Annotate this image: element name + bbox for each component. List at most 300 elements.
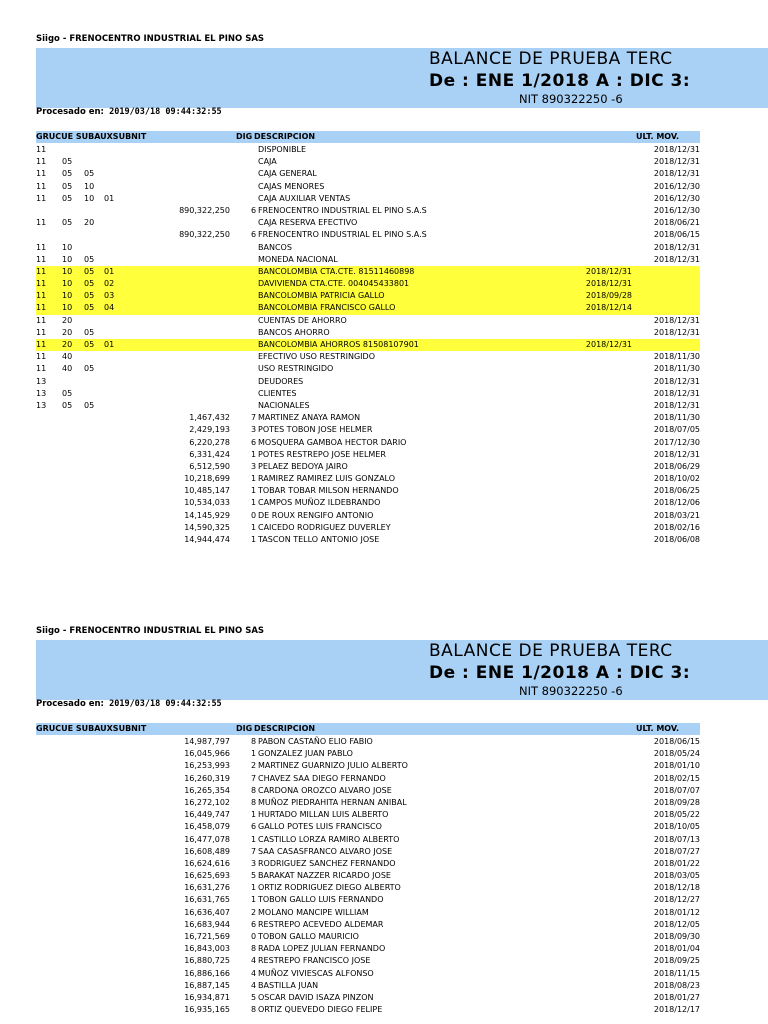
group-code: 13 xyxy=(36,388,47,398)
table-row xyxy=(0,388,768,400)
subaccount-code: 05 xyxy=(84,169,95,179)
group-code: 11 xyxy=(36,145,47,154)
auxiliary-code: 01 xyxy=(104,193,115,203)
last-movement-date: 2018/02/16 xyxy=(653,522,700,532)
last-movement-date: 2018/07/05 xyxy=(653,425,700,435)
third-party-nit: 16,887,145 xyxy=(184,980,230,990)
group-code: 11 xyxy=(36,327,47,337)
table-row xyxy=(0,424,768,436)
processed-label: Procesado en: xyxy=(36,699,104,709)
auxiliary-code: 02 xyxy=(104,279,115,289)
auxiliary-code: 03 xyxy=(104,291,115,301)
account-description: DE ROUX RENGIFO ANTONIO xyxy=(258,510,374,520)
table-row xyxy=(0,181,768,193)
table-row xyxy=(0,461,768,473)
check-digit: 1 xyxy=(251,810,257,820)
account-code: 10 xyxy=(62,303,73,313)
group-code: 13 xyxy=(36,400,47,410)
account-description: BARAKAT NAZZER RICARDO JOSE xyxy=(258,871,391,881)
check-digit: 1 xyxy=(251,449,257,459)
check-digit: 1 xyxy=(251,535,257,544)
account-description: CAJA xyxy=(258,157,277,167)
check-digit: 6 xyxy=(251,822,257,832)
account-description: CAJA GENERAL xyxy=(258,169,317,179)
last-movement-date: 2018/03/05 xyxy=(653,871,700,881)
last-movement-date: 2018/02/15 xyxy=(653,773,700,783)
group-code: 11 xyxy=(36,218,47,228)
table-row xyxy=(36,339,700,351)
check-digit: 5 xyxy=(251,992,257,1002)
third-party-nit: 16,721,569 xyxy=(184,932,230,941)
check-digit: 1 xyxy=(251,895,257,905)
table-row xyxy=(0,931,768,943)
account-description: FRENOCENTRO INDUSTRIAL EL PINO S.A.S xyxy=(258,230,427,240)
account-description: CAJA RESERVA EFECTIVO xyxy=(258,218,358,228)
account-description: BANCOS AHORRO xyxy=(258,327,330,337)
auxiliary-code: 01 xyxy=(104,266,115,276)
account-description: RESTREPO ACEVEDO ALDEMAR xyxy=(258,919,384,929)
account-description: GONZALEZ JUAN PABLO xyxy=(258,749,353,759)
third-party-nit: 10,218,699 xyxy=(184,474,230,484)
company-nit: NIT 890322250 -6 xyxy=(519,684,623,698)
check-digit: 6 xyxy=(251,230,257,240)
header-description: DESCRIPCION xyxy=(254,132,316,141)
third-party-nit: 16,886,166 xyxy=(184,968,230,978)
subaccount-code: 05 xyxy=(84,327,95,337)
group-code: 11 xyxy=(36,157,47,167)
company-name: Siigo - FRENOCENTRO INDUSTRIAL EL PINO SAS xyxy=(36,626,265,636)
last-movement-date: 2018/12/31 xyxy=(653,315,700,325)
table-row xyxy=(0,315,768,327)
last-movement-date: 2018/01/10 xyxy=(653,761,700,771)
third-party-nit: 16,880,725 xyxy=(184,956,230,966)
account-description: GALLO POTES LUIS FRANCISCO xyxy=(258,822,382,832)
account-description: TASCON TELLO ANTONIO JOSE xyxy=(258,535,380,544)
processed-timestamp xyxy=(36,699,222,709)
last-movement-date: 2016/12/30 xyxy=(653,205,700,215)
last-movement-date: 2018/12/18 xyxy=(653,883,700,893)
last-movement-date: 2018/09/28 xyxy=(653,797,700,807)
last-movement-date: 2018/06/15 xyxy=(653,230,700,240)
subaccount-code: 05 xyxy=(84,254,95,264)
table-row xyxy=(0,882,768,894)
last-movement-date: 2018/06/21 xyxy=(653,218,700,228)
table-row xyxy=(0,736,768,748)
account-description: USO RESTRINGIDO xyxy=(258,364,334,374)
third-party-nit: 14,987,797 xyxy=(184,737,230,746)
account-description: BASTILLA JUAN xyxy=(258,980,319,990)
table-row xyxy=(0,156,768,168)
check-digit: 1 xyxy=(251,834,257,844)
last-movement-date: 2018/01/04 xyxy=(653,944,700,954)
table-row xyxy=(0,412,768,424)
last-movement-date: 2018/06/29 xyxy=(653,461,700,471)
account-description: HURTADO MILLAN LUIS ALBERTO xyxy=(258,810,389,820)
check-digit: 6 xyxy=(251,205,257,215)
table-row xyxy=(0,907,768,919)
account-code: 10 xyxy=(62,254,73,264)
table-row xyxy=(36,266,700,278)
table-row xyxy=(0,522,768,534)
processed-value: 2019/03/18 09:44:32:55 xyxy=(109,699,222,709)
account-description: OSCAR DAVID ISAZA PINZON xyxy=(258,992,374,1002)
subaccount-code: 20 xyxy=(84,218,95,228)
check-digit: 0 xyxy=(251,932,257,941)
check-digit: 7 xyxy=(251,846,257,856)
table-row xyxy=(0,1004,768,1016)
header-codes: GRUCUE SUBAUXSUBNIT xyxy=(36,724,147,733)
last-movement-date: 2018/12/31 xyxy=(653,449,700,459)
table-row xyxy=(0,992,768,1004)
auxiliary-code: 04 xyxy=(104,303,115,313)
third-party-nit: 16,477,078 xyxy=(184,834,230,844)
table-row xyxy=(0,919,768,931)
check-digit: 8 xyxy=(251,797,257,807)
account-description: ORTIZ QUEVEDO DIEGO FELIPE xyxy=(258,1005,383,1015)
account-description: RESTREPO FRANCISCO JOSE xyxy=(258,956,371,966)
last-movement-date: 2016/12/30 xyxy=(653,193,700,203)
account-description: CAICEDO RODRIGUEZ DUVERLEY xyxy=(258,522,391,532)
table-row xyxy=(0,510,768,522)
account-description: POTES TOBON JOSE HELMER xyxy=(258,425,373,435)
group-code: 11 xyxy=(36,291,47,301)
check-digit: 2 xyxy=(251,761,257,771)
third-party-nit: 16,934,871 xyxy=(184,992,230,1002)
subaccount-code: 05 xyxy=(84,364,95,374)
check-digit: 4 xyxy=(251,980,257,990)
last-movement-date: 2018/06/25 xyxy=(653,486,700,496)
table-row xyxy=(0,760,768,772)
table-row xyxy=(0,193,768,205)
subaccount-code: 05 xyxy=(84,291,95,301)
account-code: 05 xyxy=(62,193,73,203)
table-row xyxy=(0,846,768,858)
check-digit: 1 xyxy=(251,474,257,484)
third-party-nit: 14,590,325 xyxy=(184,522,230,532)
group-code: 11 xyxy=(36,303,47,313)
account-code: 10 xyxy=(62,291,73,301)
last-movement-date: 2018/12/31 xyxy=(653,400,700,410)
check-digit: 7 xyxy=(251,413,257,423)
table-row xyxy=(0,534,768,546)
last-movement-date: 2018/12/31 xyxy=(653,327,700,337)
account-description: SAA CASASFRANCO ALVARO JOSE xyxy=(258,846,393,856)
table-row xyxy=(36,290,700,302)
check-digit: 8 xyxy=(251,1005,257,1015)
check-digit: 8 xyxy=(251,737,257,746)
last-movement-date: 2018/06/08 xyxy=(653,535,700,544)
group-code: 11 xyxy=(36,279,47,289)
table-row xyxy=(0,809,768,821)
group-code: 11 xyxy=(36,352,47,362)
third-party-nit: 6,512,590 xyxy=(189,461,230,471)
last-movement-date: 2018/12/17 xyxy=(653,1005,700,1015)
account-code: 10 xyxy=(62,242,73,252)
table-row xyxy=(0,363,768,375)
third-party-nit: 16,272,102 xyxy=(184,797,230,807)
last-movement-date: 2018/06/15 xyxy=(653,737,700,746)
third-party-nit: 16,449,747 xyxy=(184,810,230,820)
account-description: TOBAR TOBAR MILSON HERNANDO xyxy=(258,486,399,496)
third-party-nit: 10,534,033 xyxy=(184,498,230,508)
last-movement-date: 2018/12/06 xyxy=(653,498,700,508)
check-digit: 2 xyxy=(251,907,257,917)
table-row xyxy=(0,955,768,967)
account-code: 10 xyxy=(62,279,73,289)
table-row xyxy=(0,870,768,882)
check-digit: 4 xyxy=(251,968,257,978)
last-movement-date: 2018/12/31 xyxy=(653,388,700,398)
account-description: MARTINEZ GUARNIZO JULIO ALBERTO xyxy=(258,761,408,771)
table-row xyxy=(0,968,768,980)
header-dig: DIG xyxy=(236,132,253,141)
check-digit: 1 xyxy=(251,749,257,759)
account-table xyxy=(0,144,768,546)
processed-label: Procesado en: xyxy=(36,107,104,117)
last-movement-date: 2018/12/31 xyxy=(653,242,700,252)
account-code: 05 xyxy=(62,157,73,167)
check-digit: 8 xyxy=(251,785,257,795)
column-header xyxy=(36,131,700,143)
third-party-nit: 16,625,693 xyxy=(184,871,230,881)
third-party-nit: 16,636,407 xyxy=(184,907,230,917)
account-code: 20 xyxy=(62,315,73,325)
account-description: CASTILLO LORZA RAMIRO ALBERTO xyxy=(258,834,400,844)
header-codes: GRUCUE SUBAUXSUBNIT xyxy=(36,132,147,141)
third-party-nit: 16,458,079 xyxy=(184,822,230,832)
group-code: 11 xyxy=(36,254,47,264)
table-row xyxy=(0,144,768,156)
check-digit: 3 xyxy=(251,461,257,471)
check-digit: 1 xyxy=(251,486,257,496)
table-row xyxy=(0,858,768,870)
last-movement-date: 2018/10/05 xyxy=(653,822,700,832)
table-row xyxy=(36,278,700,290)
third-party-nit: 10,485,147 xyxy=(184,486,230,496)
last-movement-date: 2018/12/31 xyxy=(653,254,700,264)
check-digit: 4 xyxy=(251,956,257,966)
account-description: TOBON GALLO MAURICIO xyxy=(258,932,359,941)
last-movement-date: 2018/07/07 xyxy=(653,785,700,795)
third-party-nit: 14,145,929 xyxy=(184,510,230,520)
report-period: De : ENE 1/2018 A : DIC 3: xyxy=(429,663,691,683)
table-row xyxy=(0,980,768,992)
account-description: TOBON GALLO LUIS FERNANDO xyxy=(258,895,384,905)
table-row xyxy=(0,485,768,497)
table-row xyxy=(0,376,768,388)
third-party-nit: 1,467,432 xyxy=(189,413,230,423)
subaccount-code: 05 xyxy=(84,340,95,349)
last-movement-date: 2018/11/30 xyxy=(653,364,700,374)
check-digit: 6 xyxy=(251,919,257,929)
table-row xyxy=(0,254,768,266)
account-description: CAJAS MENORES xyxy=(258,181,325,191)
subaccount-code: 05 xyxy=(84,400,95,410)
report-period: De : ENE 1/2018 A : DIC 3: xyxy=(429,71,691,91)
subaccount-code: 10 xyxy=(84,193,95,203)
table-row xyxy=(36,302,700,314)
account-code: 05 xyxy=(62,388,73,398)
account-description: CARDONA OROZCO ALVARO JOSE xyxy=(258,785,392,795)
account-description: MARTINEZ ANAYA RAMON xyxy=(258,413,361,423)
last-movement-date: 2018/03/21 xyxy=(653,510,700,520)
account-description: DISPONIBLE xyxy=(258,145,307,154)
account-description: MOLANO MANCIPE WILLIAM xyxy=(258,907,369,917)
last-movement-date: 2018/09/25 xyxy=(653,956,700,966)
column-header xyxy=(36,723,700,735)
third-party-nit: 16,683,944 xyxy=(184,919,230,929)
account-code: 40 xyxy=(62,364,73,374)
account-code: 20 xyxy=(62,340,73,349)
check-digit: 1 xyxy=(251,883,257,893)
check-digit: 0 xyxy=(251,510,257,520)
account-description: MUÑOZ PIEDRAHITA HERNAN ANIBAL xyxy=(258,797,407,807)
last-movement-date: 2018/12/31 xyxy=(585,266,632,276)
third-party-nit: 16,045,966 xyxy=(184,749,230,759)
subaccount-code: 05 xyxy=(84,279,95,289)
third-party-nit: 6,331,424 xyxy=(189,449,230,459)
third-party-nit: 6,220,278 xyxy=(189,437,230,447)
account-description: CAMPOS MUÑOZ ILDEBRANDO xyxy=(258,498,381,508)
table-row xyxy=(0,168,768,180)
account-code: 05 xyxy=(62,218,73,228)
account-description: BANCOS xyxy=(258,242,292,252)
subaccount-code: 10 xyxy=(84,181,95,191)
account-code: 05 xyxy=(62,181,73,191)
account-description: MUÑOZ VIVIESCAS ALFONSO xyxy=(258,968,374,978)
account-description: BANCOLOMBIA FRANCISCO GALLO xyxy=(258,303,396,313)
last-movement-date: 2018/10/02 xyxy=(653,474,700,484)
account-description: FRENOCENTRO INDUSTRIAL EL PINO S.A.S xyxy=(258,205,427,215)
group-code: 11 xyxy=(36,315,47,325)
account-description: CLIENTES xyxy=(258,388,297,398)
third-party-nit: 2,429,193 xyxy=(189,425,230,435)
subaccount-code: 05 xyxy=(84,303,95,313)
auxiliary-code: 01 xyxy=(104,340,115,349)
group-code: 11 xyxy=(36,181,47,191)
third-party-nit: 890,322,250 xyxy=(179,230,230,240)
account-description: ORTIZ RODRIGUEZ DIEGO ALBERTO xyxy=(258,883,401,893)
group-code: 11 xyxy=(36,193,47,203)
third-party-nit: 16,935,165 xyxy=(184,1005,230,1015)
group-code: 11 xyxy=(36,169,47,179)
table-row xyxy=(0,205,768,217)
third-party-nit: 16,253,993 xyxy=(184,761,230,771)
table-row xyxy=(0,497,768,509)
check-digit: 1 xyxy=(251,522,257,532)
last-movement-date: 2018/12/27 xyxy=(653,895,700,905)
table-row xyxy=(0,894,768,906)
table-row xyxy=(0,943,768,955)
table-row xyxy=(0,785,768,797)
third-party-nit: 14,944,474 xyxy=(184,535,230,544)
header-description: DESCRIPCION xyxy=(254,724,316,733)
account-table xyxy=(0,736,768,1016)
table-row xyxy=(0,400,768,412)
third-party-nit: 16,631,276 xyxy=(184,883,230,893)
table-row xyxy=(0,748,768,760)
last-movement-date: 2018/11/15 xyxy=(653,968,700,978)
account-description: EFECTIVO USO RESTRINGIDO xyxy=(258,352,375,362)
last-movement-date: 2018/12/31 xyxy=(653,145,700,154)
third-party-nit: 16,265,354 xyxy=(184,785,230,795)
account-description: CHAVEZ SAA DIEGO FERNANDO xyxy=(258,773,386,783)
last-movement-date: 2018/05/22 xyxy=(653,810,700,820)
company-name: Siigo - FRENOCENTRO INDUSTRIAL EL PINO SAS xyxy=(36,34,265,44)
account-description: CAJA AUXILIAR VENTAS xyxy=(258,193,351,203)
account-description: NACIONALES xyxy=(258,400,310,410)
third-party-nit: 16,260,319 xyxy=(184,773,230,783)
company-nit: NIT 890322250 -6 xyxy=(519,92,623,106)
table-row xyxy=(0,242,768,254)
last-movement-date: 2018/01/22 xyxy=(653,858,700,868)
last-movement-date: 2018/01/27 xyxy=(653,992,700,1002)
table-row xyxy=(0,327,768,339)
third-party-nit: 16,608,489 xyxy=(184,846,230,856)
table-row xyxy=(0,217,768,229)
account-description: CUENTAS DE AHORRO xyxy=(258,315,347,325)
table-row xyxy=(0,834,768,846)
account-description: DAVIVIENDA CTA.CTE. 004045433801 xyxy=(258,279,410,289)
account-description: RODRIGUEZ SANCHEZ FERNANDO xyxy=(258,858,396,868)
third-party-nit: 16,624,616 xyxy=(184,858,230,868)
third-party-nit: 890,322,250 xyxy=(179,205,230,215)
last-movement-date: 2018/12/31 xyxy=(585,340,632,349)
table-row xyxy=(0,351,768,363)
account-description: RADA LOPEZ JULIAN FERNANDO xyxy=(258,944,386,954)
check-digit: 6 xyxy=(251,437,257,447)
last-movement-date: 2017/12/30 xyxy=(653,437,700,447)
last-movement-date: 2018/05/24 xyxy=(653,749,700,759)
third-party-nit: 16,631,765 xyxy=(184,895,230,905)
table-row xyxy=(0,437,768,449)
last-movement-date: 2018/01/12 xyxy=(653,907,700,917)
account-code: 05 xyxy=(62,169,73,179)
last-movement-date: 2016/12/30 xyxy=(653,181,700,191)
account-description: DEUDORES xyxy=(258,376,304,386)
third-party-nit: 16,843,003 xyxy=(184,944,230,954)
processed-timestamp xyxy=(36,107,222,117)
header-last-movement: ULT. MOV. xyxy=(636,724,680,733)
last-movement-date: 2018/11/30 xyxy=(653,352,700,362)
last-movement-date: 2018/07/27 xyxy=(653,846,700,856)
account-code: 20 xyxy=(62,327,73,337)
last-movement-date: 2018/12/31 xyxy=(653,157,700,167)
account-description: BANCOLOMBIA CTA.CTE. 81511460898 xyxy=(258,266,415,276)
account-description: POTES RESTREPO JOSE HELMER xyxy=(258,449,386,459)
last-movement-date: 2018/12/14 xyxy=(585,303,632,313)
last-movement-date: 2018/12/05 xyxy=(653,919,700,929)
account-description: MONEDA NACIONAL xyxy=(258,254,338,264)
last-movement-date: 2018/12/31 xyxy=(653,376,700,386)
check-digit: 7 xyxy=(251,773,257,783)
report-title: BALANCE DE PRUEBA TERC xyxy=(429,49,673,69)
table-row xyxy=(0,773,768,785)
header-dig: DIG xyxy=(236,724,253,733)
check-digit: 5 xyxy=(251,871,257,881)
table-row xyxy=(0,473,768,485)
table-row xyxy=(0,229,768,241)
table-row xyxy=(0,797,768,809)
account-code: 40 xyxy=(62,352,73,362)
account-description: PELAEZ BEDOYA JAIRO xyxy=(258,461,348,471)
processed-value: 2019/03/18 09:44:32:55 xyxy=(109,107,222,117)
last-movement-date: 2018/12/31 xyxy=(585,279,632,289)
check-digit: 1 xyxy=(251,498,257,508)
group-code: 11 xyxy=(36,242,47,252)
group-code: 11 xyxy=(36,340,47,349)
report-title: BALANCE DE PRUEBA TERC xyxy=(429,641,673,661)
